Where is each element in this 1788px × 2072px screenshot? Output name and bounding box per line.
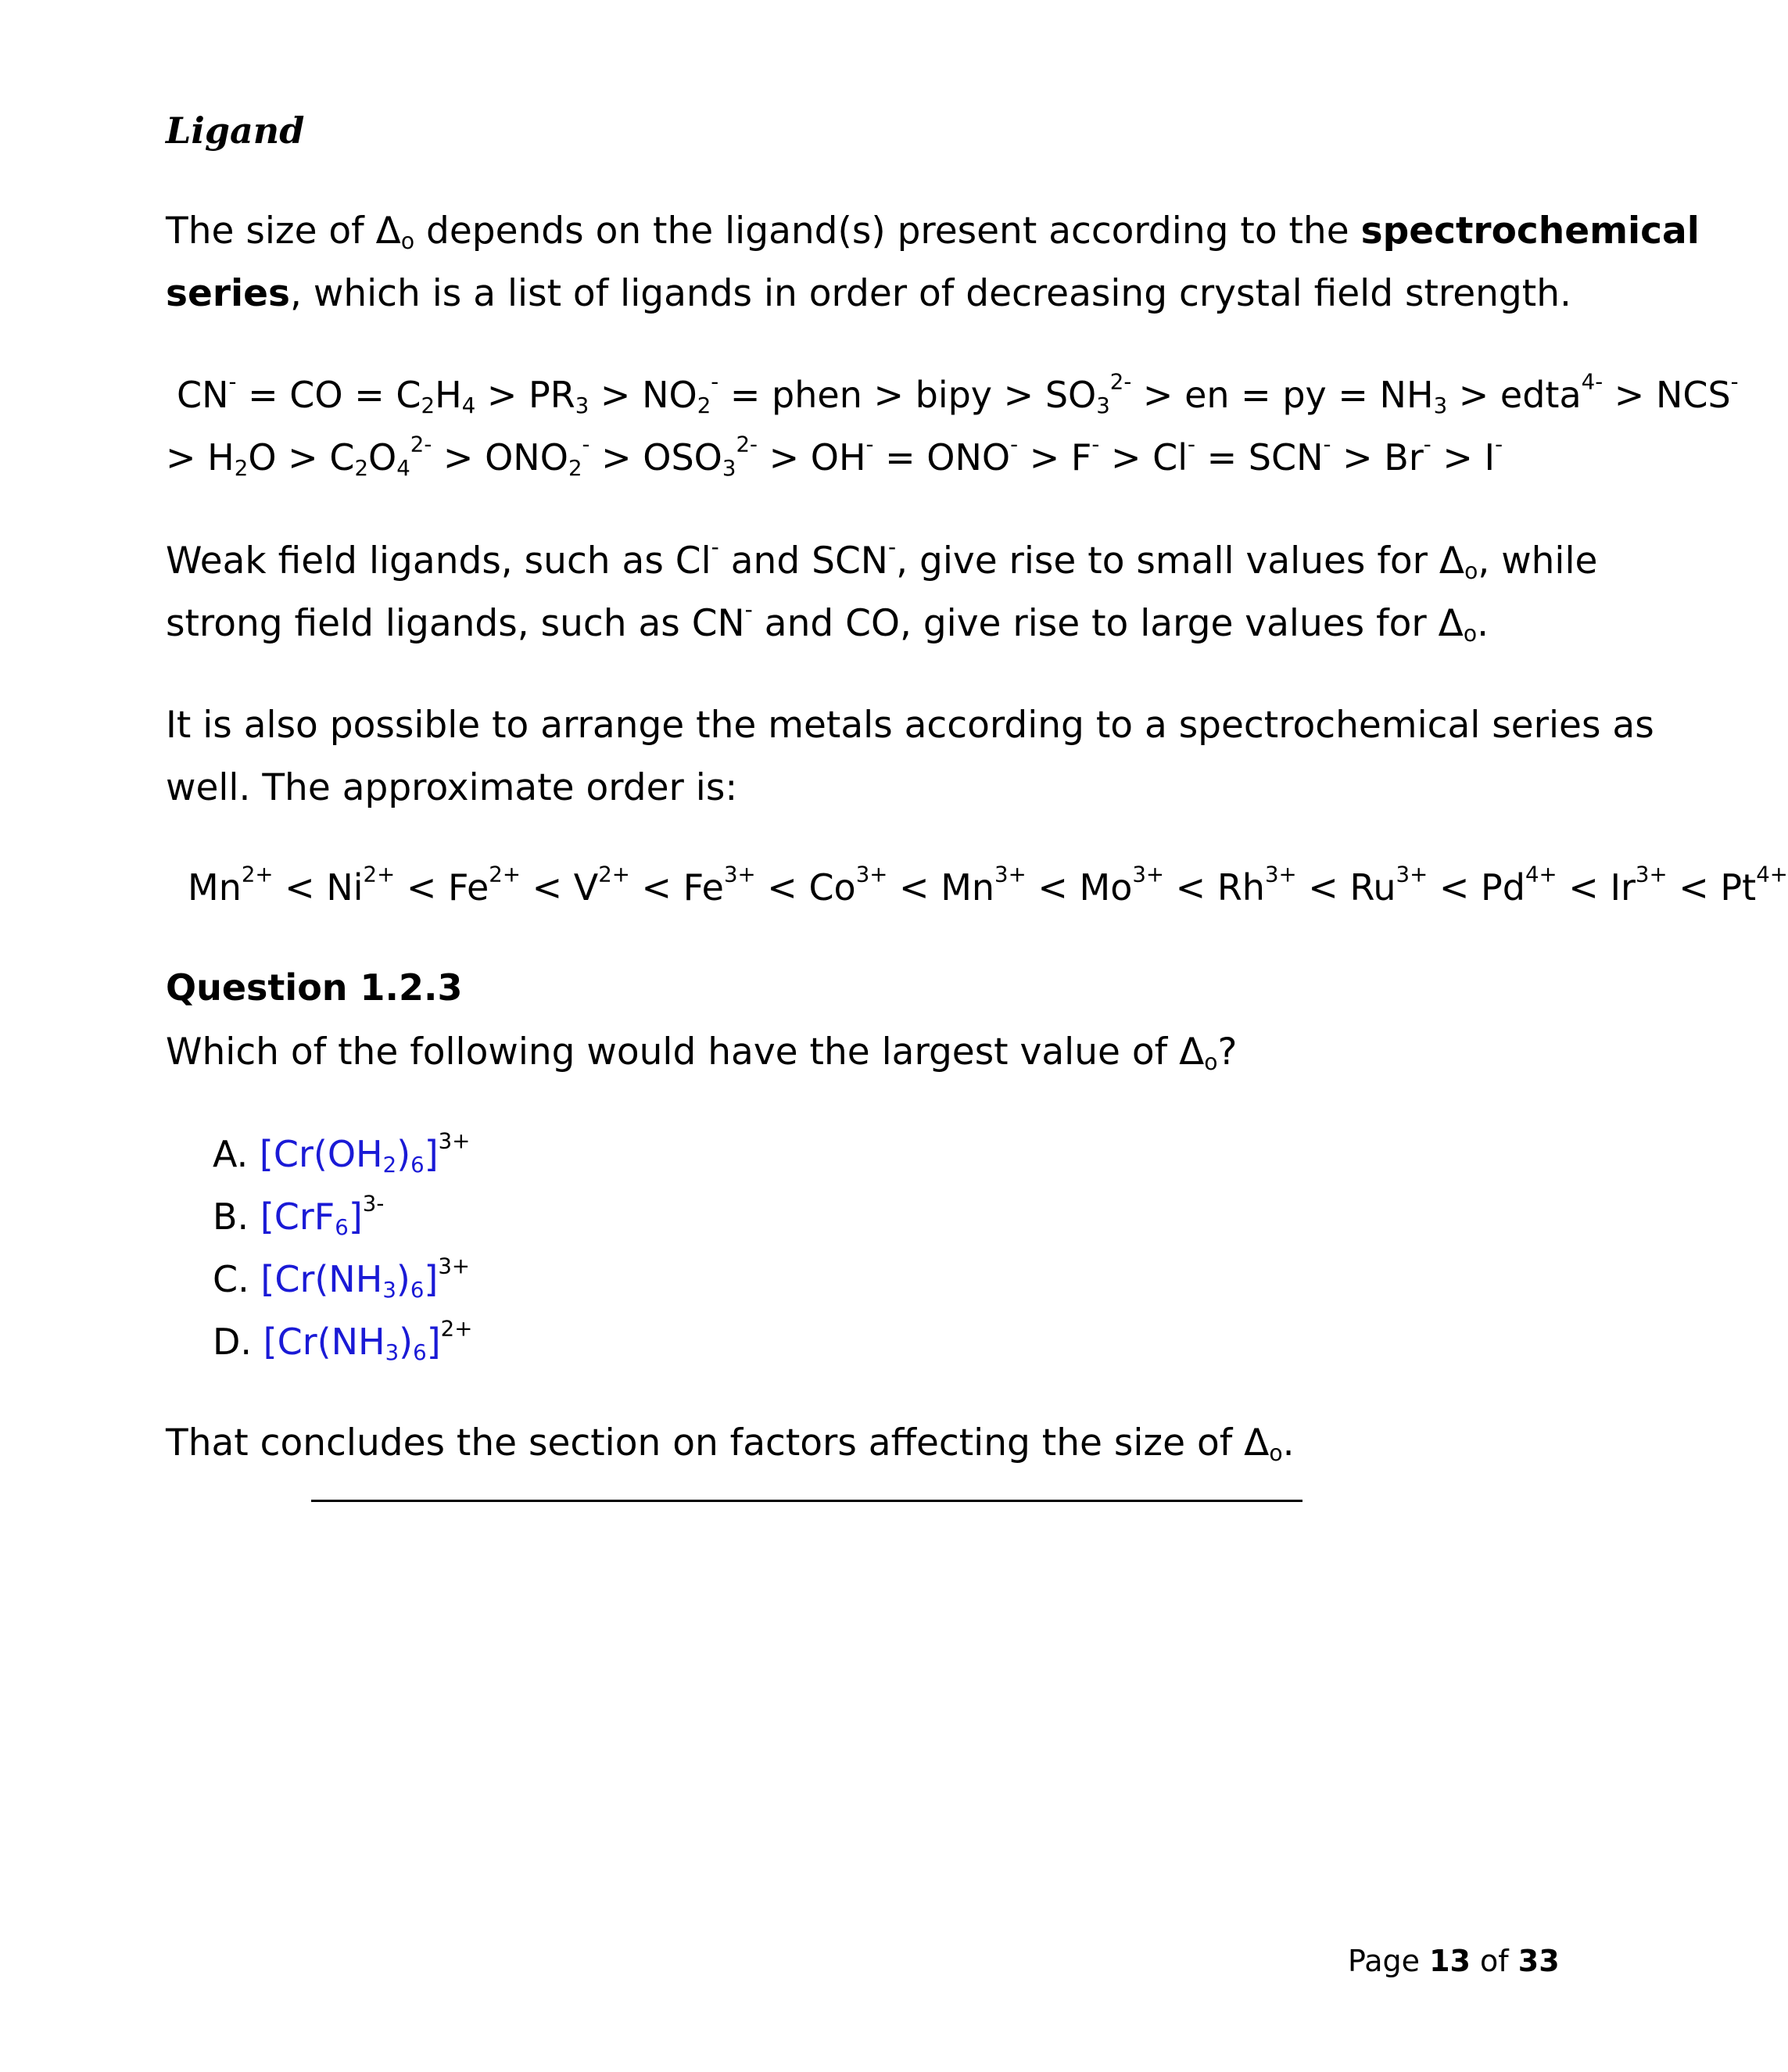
option-letter: A. — [213, 1133, 260, 1175]
option-charge: 3- — [362, 1190, 385, 1217]
option-formula: [CrF$_6$] — [260, 1196, 363, 1240]
strong-field-line: strong field ligands, such as CN- and CO, give rise to large values for $\Delta_o$. — [166, 597, 1489, 647]
answer-options — [213, 1123, 472, 1373]
metal-ion: $Pd^{4+}$ — [1481, 861, 1557, 909]
less-than-separator: < — [1296, 866, 1350, 909]
less-than-separator: < — [755, 866, 809, 909]
intro-line-1 — [166, 200, 1700, 263]
metal-ion: $Mo^{3+}$ — [1079, 861, 1165, 909]
subscript: o — [400, 228, 415, 255]
metal-ion: $Ru^{3+}$ — [1349, 861, 1428, 909]
option-letter: C. — [213, 1258, 261, 1300]
metal-ion: $Mn^{2+}$ — [188, 861, 274, 909]
less-than-separator: < — [1164, 866, 1217, 909]
ligand-series-line-1: CN- = CO = $C_2H_4 > PR_3 > NO_2^-$ = phen > bipy > $SO_3^{2-}$ > en = py = $NH_3$ > edta$^{4-}$ > NCS- — [177, 368, 1739, 418]
section-heading: Ligand — [166, 109, 305, 152]
metal-ion: $V^{2+}$ — [573, 861, 630, 909]
metal-ion: $Pt^{4+}$ — [1720, 861, 1788, 909]
metals-intro-line-2: well. The approximate order is: — [166, 766, 738, 809]
metal-ion: $Rh^{3+}$ — [1216, 861, 1297, 909]
page-number: Page 13 of 33 — [1348, 1944, 1560, 1978]
conclusion-text: That concludes the section on factors affecting the size of $\Delta_o$. — [166, 1421, 1295, 1467]
less-than-separator: < — [273, 866, 327, 909]
intro-text: , which is a list of ligands in order of decreasing crystal field strength. — [290, 272, 1571, 315]
option-formula: $[Cr(NH_3)_6]$ — [263, 1321, 441, 1365]
option-charge: 2+ — [440, 1315, 473, 1342]
metals-intro-line-1: It is also possible to arrange the metals according to a spectrochemical series as — [166, 704, 1654, 747]
metal-ion: $Co^{3+}$ — [808, 861, 888, 909]
less-than-separator: < — [1667, 866, 1721, 909]
less-than-separator: < — [520, 866, 574, 909]
metal-ion: $Ni^{2+}$ — [326, 861, 396, 909]
less-than-separator: < — [1428, 866, 1481, 909]
option-formula: $[Cr(OH_2)_6]$ — [259, 1133, 439, 1178]
option-formula: $[Cr(NH_3)_6]$ — [260, 1258, 439, 1303]
metal-ion: $Ir^{3+}$ — [1610, 861, 1668, 909]
option-charge: 3+ — [438, 1127, 471, 1154]
bold-term: spectrochemical — [1360, 210, 1700, 253]
option-charge: 3+ — [438, 1253, 471, 1279]
intro-text: depends on the ligand(s) present according to the — [414, 210, 1361, 253]
less-than-separator: < — [395, 866, 449, 909]
less-than-separator: < — [1026, 866, 1080, 909]
question-title: Question 1.2.3 — [166, 966, 463, 1009]
answer-option[interactable] — [213, 1185, 472, 1248]
option-letter: B. — [213, 1196, 260, 1238]
ligand-series-line-2: > $H_2O > C_2O_4^{2-} > ONO_2^- > OSO_3^{2-} > OH^- = ONO^- > F^- > Cl^- = SCN^- > Br^- > I^-$ — [166, 431, 1503, 481]
metal-ion: $Fe^{2+}$ — [448, 861, 521, 909]
answer-option[interactable] — [213, 1310, 472, 1373]
less-than-separator: < — [887, 866, 941, 909]
less-than-separator: < — [1557, 866, 1611, 909]
bold-term: series — [166, 272, 290, 315]
answer-option[interactable] — [213, 1123, 472, 1185]
less-than-separator: < — [629, 866, 683, 909]
question-prompt: Which of the following would have the largest value of $\Delta_o$? — [166, 1031, 1238, 1076]
answer-option[interactable] — [213, 1248, 472, 1310]
horizontal-rule — [311, 1500, 1302, 1502]
intro-text: The size of Δ — [166, 210, 401, 253]
metal-series — [188, 861, 1788, 909]
option-letter: D. — [213, 1321, 263, 1363]
metal-ion: $Mn^{3+}$ — [941, 861, 1027, 909]
intro-line-2 — [166, 263, 1571, 325]
metal-ion: $Fe^{3+}$ — [683, 861, 756, 909]
weak-field-line: Weak field ligands, such as Cl- and SCN-, give rise to small values for $\Delta_o$, while — [166, 534, 1598, 585]
